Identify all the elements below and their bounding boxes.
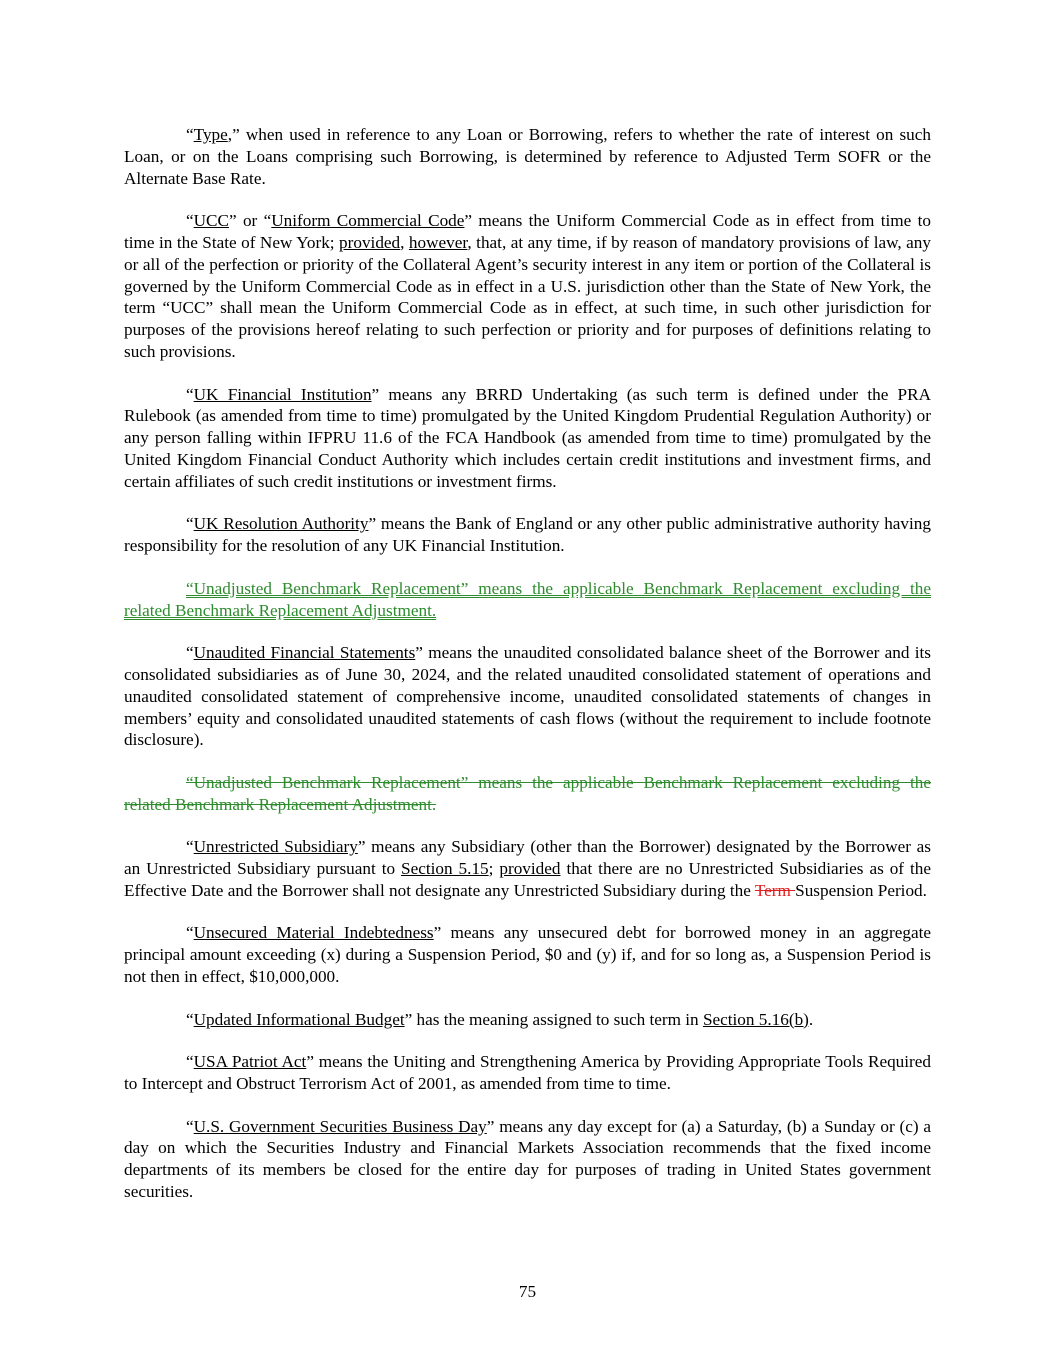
emphasis-provided: provided	[339, 232, 401, 252]
defined-term: Unaudited Financial Statements	[193, 643, 416, 663]
definition-text: ” means the Bank of England or any other public administrative authority having responsibility for the resolution of any UK Financial Institution.	[124, 514, 931, 556]
definition-unadjusted-benchmark-inserted	[124, 578, 931, 622]
defined-term: UK Financial Institution	[193, 384, 372, 404]
open-quote: “	[186, 125, 194, 144]
emphasis-provided: provided	[499, 859, 561, 879]
definition-text: ,	[400, 232, 409, 252]
defined-term: Uniform Commercial Code	[271, 211, 465, 231]
defined-term: UCC	[193, 211, 229, 231]
defined-term: U.S. Government Securities Business Day	[193, 1116, 487, 1136]
open-quote: “	[186, 1009, 194, 1029]
definition-ucc	[124, 210, 931, 363]
definition-text: ” means any Subsidiary (other than the Borrower) designated by the Borrower as an Unrestricted Subsidiary pursuant to	[124, 837, 931, 879]
deleted-text: “Unadjusted Benchmark Replacement” means the applicable Benchmark Replacement excluding the related Benchmark Replacement Adjustment.	[124, 772, 931, 814]
definition-text: ” means any BRRD Undertaking (as such term is defined under the PRA Rulebook (as amended from time to time) promulgated by the United Kingdom Prudential Regulation Authority) or any person falling within IFPRU 11.6 of the FCA Handbook (as amended from time to time) promulgated by the United Kingdom Financial Conduct Authority which includes certain credit institutions and investment firms, and certain affiliates of such credit institutions or investment firms.	[124, 384, 931, 491]
definition-text: ,” when used in reference to any Loan or Borrowing, refers to whether the rate of interest on such Loan, or on the Loans comprising such Borrowing, is determined by reference to Adjusted Term SOFR or the Alternate Base Rate.	[124, 125, 931, 188]
open-quote: “	[186, 837, 194, 857]
emphasis-however: however	[408, 232, 468, 252]
definition-uk-resolution-authority	[124, 513, 931, 557]
definition-text: ” or “	[228, 211, 272, 231]
page-number: 75	[518, 1282, 537, 1301]
defined-term: Unsecured Material Indebtedness	[193, 923, 434, 943]
definition-text: ” means the unaudited consolidated balance sheet of the Borrower and its consolidated subsidiaries as of June 30, 2024, and the related unaudited consolidated statement of operations and unaudited consolidated statement of comprehensive income, unaudited consolidated statements of changes in members’ equity and consolidated unaudited statements of cash flows (without the requirement to include footnote disclosure).	[124, 643, 931, 750]
definition-text: that there are no Unrestricted Subsidiaries as of the Effective Date and the Borrower shall not designate any Unrestricted Subsidiary during the	[124, 859, 931, 900]
definition-unaudited-financial-statements	[124, 642, 931, 751]
definition-text: ” means any unsecured debt for borrowed money in an aggregate principal amount exceeding (x) during a Suspension Period, $0 and (y) if, and for so long as, a Suspension Period is not then in effect, $10,000,000.	[124, 923, 931, 987]
defined-term: Unrestricted Subsidiary	[193, 837, 358, 857]
document-page	[124, 124, 931, 1224]
open-quote: “	[186, 384, 194, 404]
definition-updated-informational-budget	[124, 1009, 931, 1031]
definition-us-government-securities-business-day	[124, 1116, 931, 1203]
inserted-text: “Unadjusted Benchmark Replacement” means the applicable Benchmark Replacement excluding the related Benchmark Replacement Adjustment.	[124, 578, 931, 620]
definition-text: ” has the meaning assigned to such term in	[404, 1009, 703, 1029]
definition-text: Suspension Period.	[795, 880, 927, 900]
defined-term: USA Patriot Act	[193, 1052, 307, 1072]
definition-text: ” means any day except for (a) a Saturday, (b) a Sunday or (c) a day on which the Securities Industry and Financial Markets Association recommends that the fixed income departments of its members be closed for the entire day for purposes of trading in United States government securities.	[124, 1116, 931, 1202]
definition-usa-patriot-act	[124, 1051, 931, 1095]
definition-text: ” means the Uniting and Strengthening America by Providing Appropriate Tools Required to Intercept and Obstruct Terrorism Act of 2001, as amended from time to time.	[124, 1052, 931, 1094]
definition-type	[124, 124, 931, 189]
open-quote: “	[186, 211, 194, 231]
definition-text: ;	[488, 859, 500, 879]
definition-uk-financial-institution	[124, 384, 931, 493]
open-quote: “	[186, 643, 194, 663]
definition-text: ” means the Uniform Commercial Code as in effect from time to time in the State of New York;	[124, 211, 931, 252]
definition-text: .	[808, 1009, 814, 1029]
open-quote: “	[186, 514, 194, 534]
defined-term: Type	[193, 125, 228, 144]
definition-unsecured-material-indebtedness	[124, 922, 931, 987]
open-quote: “	[186, 923, 194, 943]
definition-text: , that, at any time, if by reason of mandatory provisions of law, any or all of the perfection or priority of the Collateral Agent’s security interest in any item or portion of the Collateral is governed by the Uniform Commercial Code as in effect in a U.S. jurisdiction other than the State of New York, the term “UCC” shall mean the Uniform Commercial Code as in effect, at such time, in such other jurisdiction for purposes of the provisions hereof relating to such perfection or priority and for purposes of definitions relating to such provisions.	[124, 232, 931, 361]
definition-unadjusted-benchmark-deleted	[124, 772, 931, 816]
section-reference: Section 5.16(b)	[702, 1009, 809, 1029]
deleted-word: Term	[754, 880, 796, 900]
section-reference: Section 5.15	[401, 859, 489, 879]
definition-unrestricted-subsidiary	[124, 836, 931, 901]
defined-term: Updated Informational Budget	[193, 1009, 405, 1029]
open-quote: “	[186, 1052, 194, 1072]
open-quote: “	[186, 1116, 194, 1136]
defined-term: UK Resolution Authority	[193, 514, 369, 534]
